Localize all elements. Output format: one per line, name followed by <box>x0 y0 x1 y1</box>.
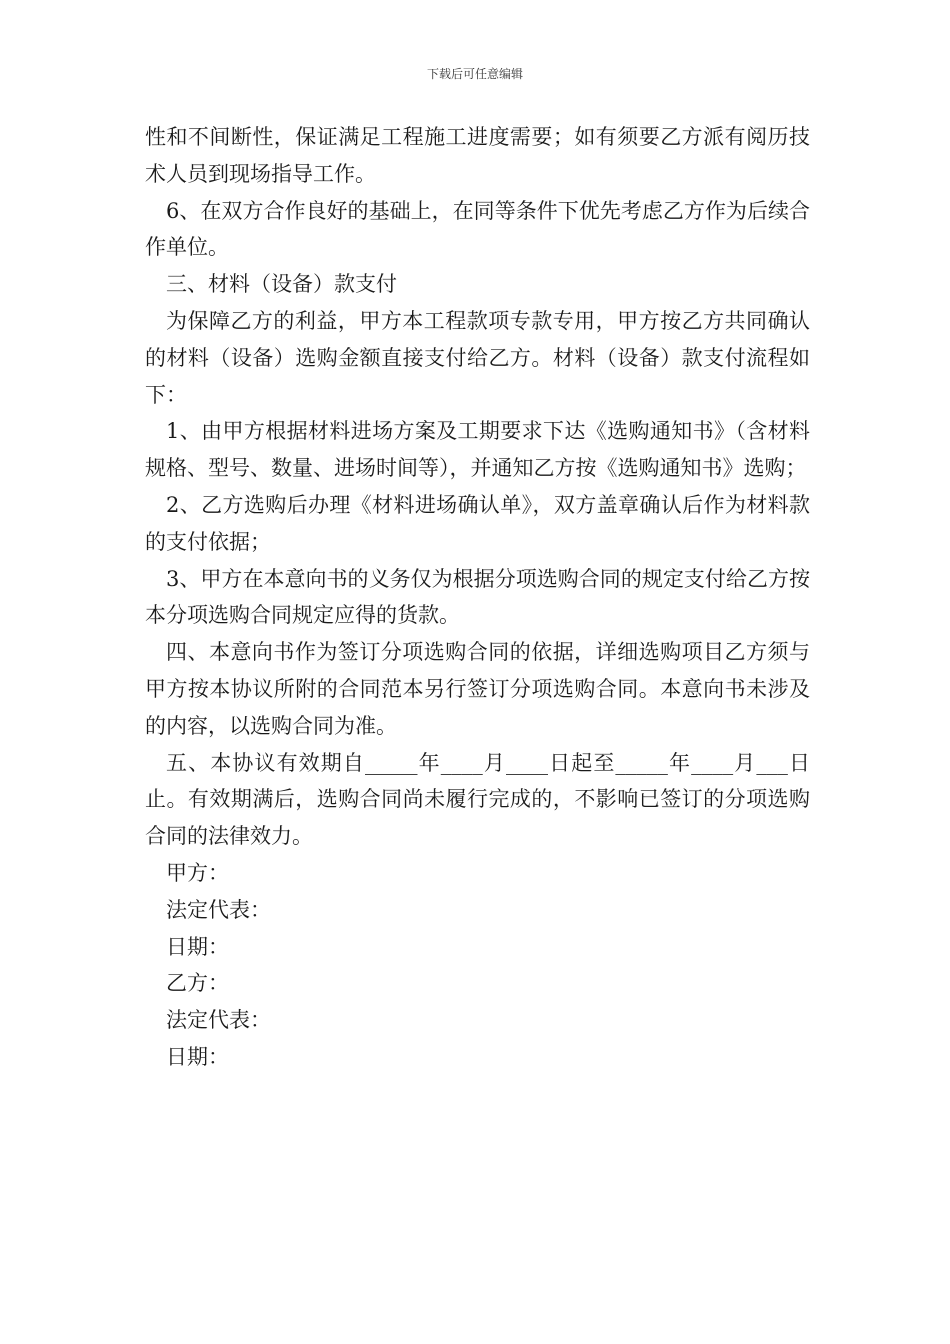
paragraph-payment-step-2: 2、乙方选购后办理《材料进场确认单》，双方盖章确认后作为材料款的支付依据； <box>145 492 810 554</box>
section-heading-payment: 三、材料（设备）款支付 <box>166 272 397 297</box>
document-body <box>145 119 810 1076</box>
party-a-label: 甲方： <box>166 860 229 885</box>
page-header: 下载后可任意编辑 <box>426 67 523 81</box>
paragraph-payment-intro: 为保障乙方的利益，甲方本工程款项专款专用，甲方按乙方共同确认的材料（设备）选购金额直接支付给乙方。材料（设备）款支付流程如下： <box>145 308 810 407</box>
party-b-representative-label: 法定代表： <box>166 1008 271 1033</box>
paragraph-continuation: 性和不间断性，保证满足工程施工进度需要；如有须要乙方派有阅历技术人员到现场指导工作。 <box>145 125 810 186</box>
paragraph-payment-step-1: 1、由甲方根据材料进场方案及工期要求下达《选购通知书》（含材料规格、型号、数量、进场时间等），并通知乙方按《选购通知书》选购； <box>145 419 810 481</box>
party-b-label: 乙方： <box>166 971 229 996</box>
party-b-date-label: 日期： <box>166 1044 229 1069</box>
party-a-date-label: 日期： <box>166 934 229 959</box>
paragraph-payment-step-3: 3、甲方在本意向书的义务仅为根据分项选购合同的规定支付给乙方按本分项选购合同规定应得的货款。 <box>145 566 810 628</box>
paragraph-section-5-validity: 五、本协议有效期自_____年____月____日起至_____年____月___日止。有效期满后，选购合同尚未履行完成的，不影响已签订的分项选购合同的法律效力。 <box>145 750 810 849</box>
paragraph-clause-6: 6、在双方合作良好的基础上，在同等条件下优先考虑乙方作为后续合作单位。 <box>145 198 810 260</box>
party-a-representative-label: 法定代表： <box>166 897 271 922</box>
paragraph-section-4: 四、本意向书作为签订分项选购合同的依据，详细选购项目乙方须与甲方按本协议所附的合同范本另行签订分项选购合同。本意向书未涉及的内容，以选购合同为准。 <box>145 640 810 738</box>
